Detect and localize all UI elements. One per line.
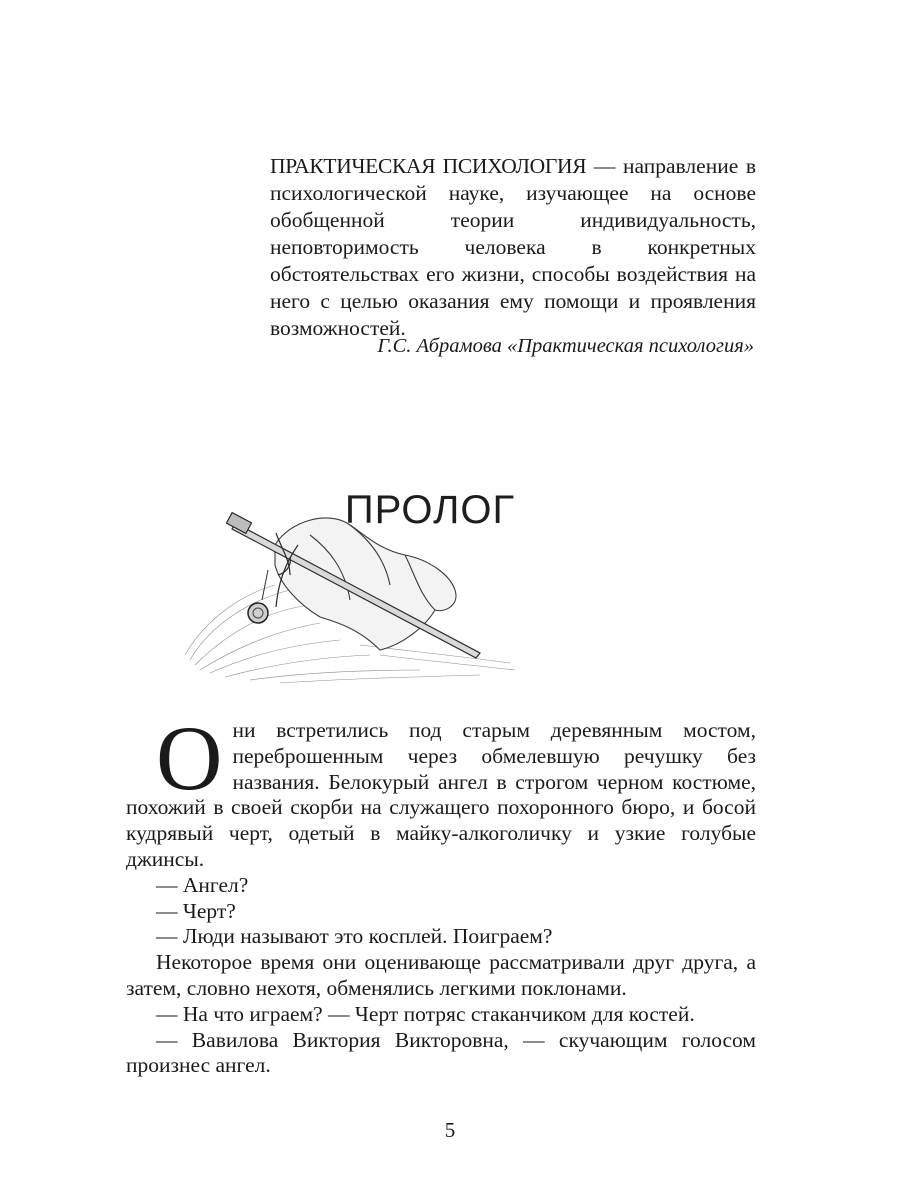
paragraph: Некоторое время они оценивающе рассматривали друг друга, а затем, словно нехотя, обменялись легкими поклонами.	[126, 950, 756, 1000]
chapter-body	[126, 707, 756, 1079]
paragraph: — Вавилова Виктория Викторовна, — скучающим голосом произнес ангел.	[126, 1027, 756, 1078]
epigraph-definition: — направление в психологической науке, изучающее на основе обобщенной теории индивидуальность, неповторимость человека в конкретных обстоятельствах его жизни, способы воздействия на него с целью оказания ему помощи и проявления возможностей.	[270, 154, 756, 340]
paragraph: — Люди называют это косплей. Поиграем?	[156, 924, 553, 949]
opening-paragraph: ни встретились под старым деревянным мостом, переброшенным через обмелевшую речушку без названия. Белокурый ангел в строгом черном костюме, похожий в своей скорби на служащего похоронного бюро, и босой кудрявый черт, одетый в майку-алкоголичку и узкие голубые джинсы.	[126, 718, 756, 871]
chapter-title: ПРОЛОГ	[344, 488, 516, 532]
paragraph: — На что играем? — Черт потряс стаканчиком для костей.	[156, 1001, 695, 1026]
paragraph: — Ангел?	[156, 872, 249, 897]
page-number: 5	[444, 1118, 456, 1142]
epigraph-attribution: Г.С. Абрамова «Практическая психология»	[377, 335, 754, 357]
paragraph: — Черт?	[156, 898, 236, 923]
drop-cap: О	[156, 707, 223, 809]
epigraph	[270, 153, 756, 342]
epigraph-term: ПРАКТИЧЕСКАЯ ПСИХОЛОГИЯ	[270, 154, 587, 178]
